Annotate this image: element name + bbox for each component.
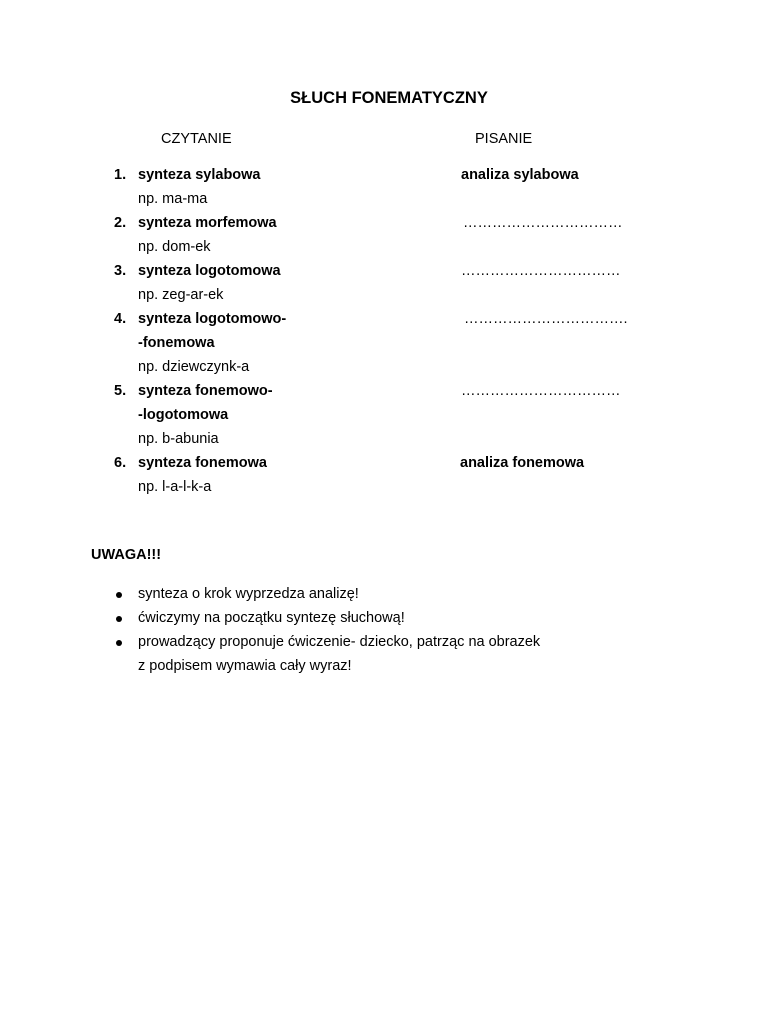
note-item-continued: z podpisem wymawia cały wyraz!: [138, 658, 352, 674]
note-item: synteza o krok wyprzedza analizę!: [138, 586, 359, 602]
item-synthesis-continued: -logotomowa: [138, 407, 229, 423]
item-example: np. dziewczynk-a: [138, 359, 250, 375]
item-number: 6.: [114, 455, 127, 471]
item-example: np. b-abunia: [138, 431, 219, 447]
item-analysis: ……………………………: [461, 263, 621, 279]
item-example: np. ma-ma: [138, 191, 208, 207]
item-analysis: analiza sylabowa: [461, 167, 579, 183]
item-synthesis: synteza sylabowa: [138, 167, 261, 183]
item-analysis: …………………………….: [464, 311, 628, 327]
bullet-icon: [116, 616, 122, 622]
note-item: prowadzący proponuje ćwiczenie- dziecko, patrząc na obrazek: [138, 634, 541, 650]
bullet-icon: [116, 640, 122, 646]
item-synthesis: synteza fonemowo-: [138, 383, 273, 399]
item-synthesis-continued: -fonemowa: [138, 335, 215, 351]
note-heading: UWAGA!!!: [91, 547, 162, 563]
item-number: 3.: [114, 263, 127, 279]
item-analysis: analiza fonemowa: [460, 455, 585, 471]
item-number: 4.: [114, 311, 127, 327]
item-analysis: ……………………………: [463, 215, 623, 231]
item-synthesis: synteza logotomowa: [138, 263, 281, 279]
item-synthesis: synteza logotomowo-: [138, 311, 287, 327]
bullet-icon: [116, 592, 122, 598]
item-number: 5.: [114, 383, 127, 399]
item-synthesis: synteza morfemowa: [138, 215, 277, 231]
item-number: 2.: [114, 215, 127, 231]
item-example: np. l-a-l-k-a: [138, 479, 212, 495]
item-example: np. dom-ek: [138, 239, 211, 255]
item-number: 1.: [114, 167, 127, 183]
column-header-writing: PISANIE: [475, 131, 533, 147]
page-title: SŁUCH FONEMATYCZNY: [290, 89, 488, 107]
column-header-reading: CZYTANIE: [161, 131, 232, 147]
item-example: np. zeg-ar-ek: [138, 287, 224, 303]
note-item: ćwiczymy na początku syntezę słuchową!: [138, 610, 405, 626]
item-synthesis: synteza fonemowa: [138, 455, 267, 471]
item-analysis: ……………………………: [461, 383, 621, 399]
